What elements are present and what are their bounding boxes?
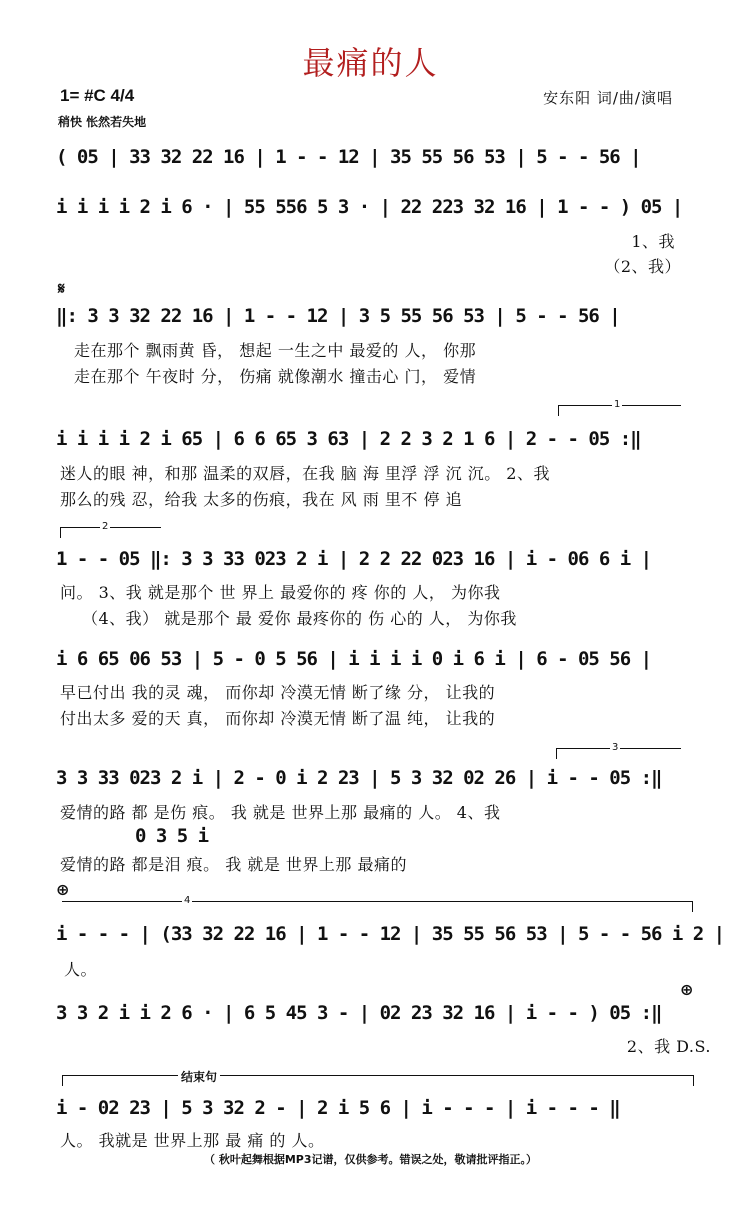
lyric-row-4a: 迷人的眼 神，和那 温柔的双唇，在我 脑 海 里浮 浮 沉 沉。 2、我 bbox=[60, 464, 550, 483]
notation-row-10: i - 02 23 | 5 3 32 2 - | 2 i 5 6 | i - - - | i - - - ‖ bbox=[56, 1097, 620, 1119]
volta-label-3: 3 bbox=[612, 742, 619, 753]
lyric-row-4b: 那么的残 忍，给我 太多的伤痕，我在 风 雨 里不 停 追 bbox=[60, 490, 463, 509]
lyric-row-5b: （4、我） 就是那个 最 爱你 最疼你的 伤 心的 人， 为你我 bbox=[82, 609, 517, 628]
verse-marker-1: 1、我 bbox=[631, 232, 675, 251]
lyric-row-3b: 走在那个 午夜时 分， 伤痛 就像潮水 撞击心 门， 爱情 bbox=[74, 367, 477, 386]
coda-icon: ⊕ bbox=[680, 980, 694, 999]
ending-bracket bbox=[62, 1075, 694, 1086]
volta-bracket-4 bbox=[62, 901, 693, 912]
notation-row-5: 1 - - 05 ‖: 3 3 33 023 2 i | 2 2 22 023 16 | i - 06 6 i | bbox=[56, 548, 652, 570]
lyric-row-9: 2、我 D.S. bbox=[626, 1037, 711, 1056]
notation-row-9: 3 3 2 i i 2 6 · | 6 5 45 3 - | 02 23 32 16 | i - - ) 05 :‖ bbox=[56, 1002, 662, 1024]
lyric-row-3a: 走在那个 飘雨黄 昏， 想起 一生之中 最爱的 人， 你那 bbox=[74, 341, 477, 360]
notation-row-3: ‖: 3 3 32 22 16 | 1 - - 12 | 3 5 55 56 53 | 5 - - 56 | bbox=[56, 305, 620, 327]
coda-icon: ⊕ bbox=[56, 880, 70, 899]
lyric-row-10: 人。 我就是 世界上那 最 痛 的 人。 bbox=[60, 1131, 325, 1150]
notation-row-7: 3 3 33 023 2 i | 2 - 0 i 2 23 | 5 3 32 02 26 | i - - 05 :‖ bbox=[56, 767, 662, 789]
lyric-row-6a: 早已付出 我的灵 魂， 而你却 冷漠无情 断了缘 分， 让我的 bbox=[60, 683, 496, 702]
key-signature: 1= #C 4/4 bbox=[60, 86, 135, 105]
notation-row-8: i - - - | (33 32 22 16 | 1 - - 12 | 35 55 56 53 | 5 - - 56 i 2 | bbox=[56, 923, 725, 945]
lyric-row-8: 人。 bbox=[64, 960, 98, 979]
volta-label-4: 4 bbox=[184, 895, 191, 906]
notation-row-1: ( 05 | 33 32 22 16 | 1 - - 12 | 35 55 56 53 | 5 - - 56 | bbox=[56, 146, 641, 168]
volta-bracket-2 bbox=[60, 527, 161, 538]
song-title: 最痛的人 bbox=[302, 44, 439, 82]
notation-row-6: i 6 65 06 53 | 5 - 0 5 56 | i i i i 0 i 6 i | 6 - 05 56 | bbox=[56, 648, 652, 670]
lyric-row-7a: 爱情的路 都 是伤 痕。 我 就是 世界上那 最痛的 人。 4、我 bbox=[60, 803, 501, 822]
volta-label-2: 2 bbox=[102, 521, 109, 532]
verse-marker-2: （2、我） bbox=[604, 257, 681, 276]
lyric-row-5a: 问。 3、我 就是那个 世 界上 最爱你的 疼 你的 人， 为你我 bbox=[60, 583, 501, 602]
notation-row-2: i i i i 2 i 6 · | 55 556 5 3 · | 22 223 32 16 | 1 - - ) 05 | bbox=[56, 196, 683, 218]
ending-label: 结束句 bbox=[178, 1068, 220, 1085]
volta-label-1: 1 bbox=[614, 399, 621, 410]
tempo-marking: 稍快 怅然若失地 bbox=[58, 115, 147, 129]
footer-note: （ 秋叶起舞根据MP3记谱，仅供参考。错误之处，敬请批评指正。） bbox=[204, 1153, 537, 1166]
credit-line: 安东阳 词/曲/演唱 bbox=[543, 89, 673, 107]
lyric-row-6b: 付出太多 爱的天 真， 而你却 冷漠无情 断了温 纯， 让我的 bbox=[60, 709, 496, 728]
segno-icon: 𝄋 bbox=[58, 279, 65, 298]
alt-notes: 0 3 5 i bbox=[135, 825, 209, 847]
notation-row-4: i i i i 2 i 65 | 6 6 65 3 63 | 2 2 3 2 1 6 | 2 - - 05 :‖ bbox=[56, 428, 641, 450]
lyric-row-7b: 爱情的路 都是泪 痕。 我 就是 世界上那 最痛的 bbox=[60, 855, 408, 874]
